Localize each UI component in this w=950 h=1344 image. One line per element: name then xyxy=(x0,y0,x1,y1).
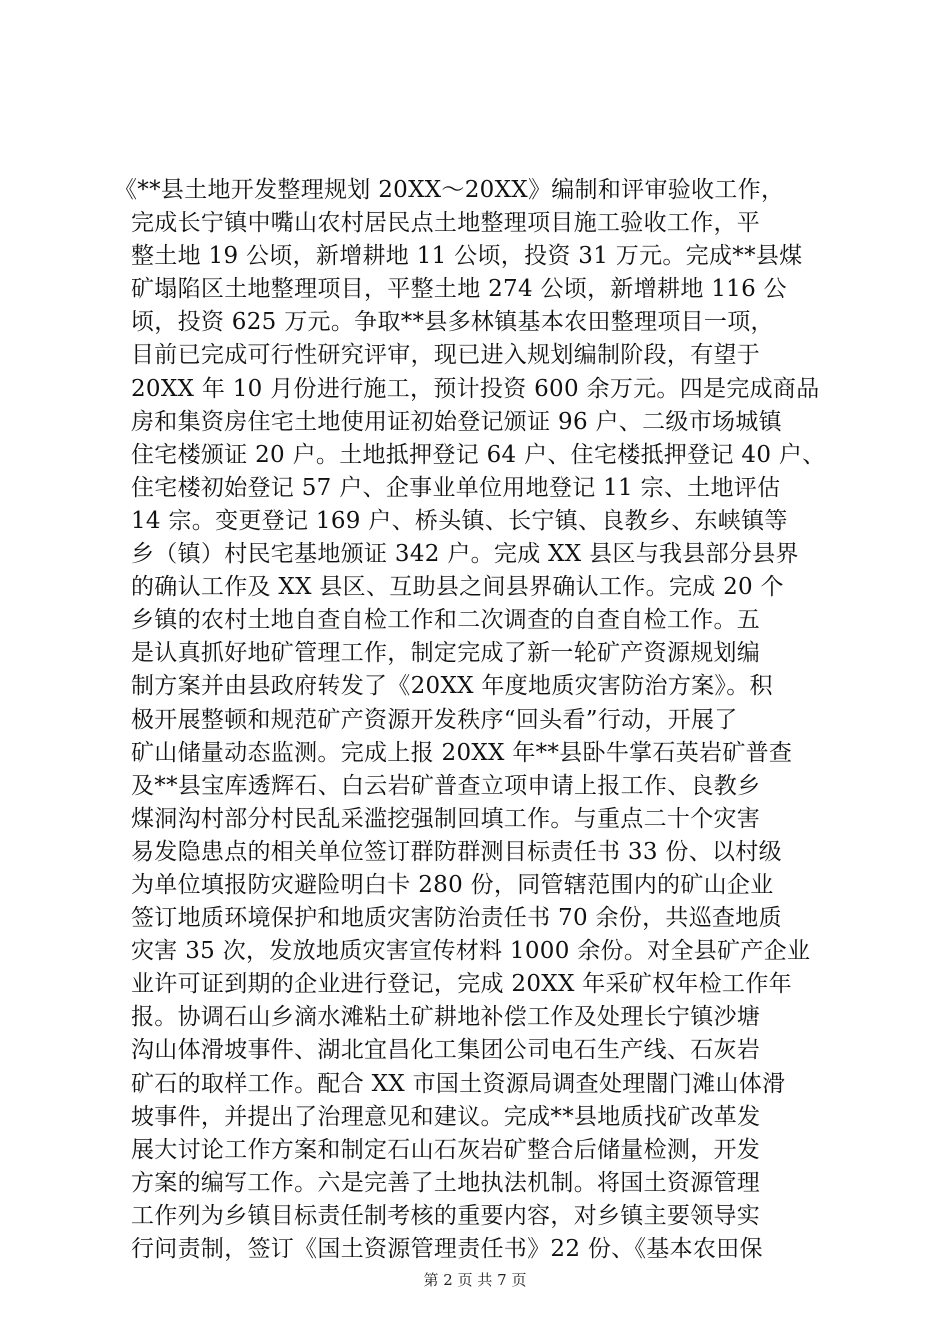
text-line: 坡事件，并提出了治理意见和建议。完成**县地质找矿改革发 xyxy=(131,1103,761,1130)
text-line: 及**县宝库透辉石、白云岩矿普查立项申请上报工作、良教乡 xyxy=(131,772,761,799)
text-line: 业许可证到期的企业进行登记，完成 20XX 年采矿权年检工作年 xyxy=(131,971,792,998)
text-line: 为单位填报防灾避险明白卡 280 份，同管辖范围内的矿山企业 xyxy=(131,871,774,898)
text-line: 20XX 年 10 月份进行施工，预计投资 600 余万元。四是完成商品 xyxy=(131,375,820,402)
text-line: 目前已完成可行性研究评审，现已进入规划编制阶段，有望于 xyxy=(131,342,761,369)
text-line: 工作列为乡镇目标责任制考核的重要内容，对乡镇主要领导实 xyxy=(131,1202,761,1229)
text-line: 行问责制，签订《国土资源管理责任书》22 份、《基本农田保 xyxy=(131,1236,763,1262)
text-line: 灾害 35 次，发放地质灾害宣传材料 1000 余份。对全县矿产企业 xyxy=(131,938,811,965)
text-line: 房和集资房住宅土地使用证初始登记颁证 96 户、二级市场城镇 xyxy=(131,408,782,435)
text-line: 制方案并由县政府转发了《20XX 年度地质灾害防治方案》。积 xyxy=(131,673,773,700)
text-line: 乡（镇）村民宅基地颁证 342 户。完成 XX 县区与我县部分县界 xyxy=(131,541,799,568)
text-line: 14 宗。变更登记 169 户、桥头镇、长宁镇、良教乡、东峡镇等 xyxy=(131,507,788,534)
text-line: 整土地 19 公顷，新增耕地 11 公顷，投资 31 万元。完成**县煤 xyxy=(131,243,803,270)
text-line: 易发隐患点的相关单位签订群防群测目标责任书 33 份、以村级 xyxy=(131,838,782,865)
text-line: 是认真抓好地矿管理工作，制定完成了新一轮矿产资源规划编 xyxy=(131,640,761,667)
text-line: 展大讨论工作方案和制定石山石灰岩矿整合后储量检测，开发 xyxy=(131,1136,761,1163)
text-line: 的确认工作及 XX 县区、互助县之间县界确认工作。完成 20 个 xyxy=(131,574,784,601)
text-line: 矿石的取样工作。配合 XX 市国土资源局调查处理闇门滩山体滑 xyxy=(131,1070,786,1097)
text-line: 煤洞沟村部分村民乱采滥挖强制回填工作。与重点二十个灾害 xyxy=(131,805,761,832)
text-line: 住宅楼颁证 20 户。土地抵押登记 64 户、住宅楼抵押登记 40 户、 xyxy=(131,441,826,468)
text-line: 矿塌陷区土地整理项目，平整土地 274 公顷，新增耕地 116 公 xyxy=(131,276,787,303)
text-line: 住宅楼初始登记 57 户、企事业单位用地登记 11 宗、土地评估 xyxy=(131,474,781,501)
text-line: 沟山体滑坡事件、湖北宜昌化工集团公司电石生产线、石灰岩 xyxy=(131,1037,761,1064)
text-line: 矿山储量动态监测。完成上报 20XX 年**县卧牛掌石英岩矿普查 xyxy=(131,739,793,766)
body-text xyxy=(114,174,831,1266)
text-line: 《**县土地开发整理规划 20XX～20XX》编制和评审验收工作， xyxy=(114,177,785,203)
text-line: 报。协调石山乡滴水滩粘土矿耕地补偿工作及处理长宁镇沙塘 xyxy=(131,1004,761,1031)
text-line: 完成长宁镇中嘴山农村居民点土地整理项目施工验收工作，平 xyxy=(131,210,761,237)
text-line: 签订地质环境保护和地质灾害防治责任书 70 余份，共巡查地质 xyxy=(131,905,782,932)
text-line: 顷，投资 625 万元。争取**县多林镇基本农田整理项目一项， xyxy=(131,309,774,336)
text-line: 乡镇的农村土地自查自检工作和二次调查的自查自检工作。五 xyxy=(131,607,761,634)
page-number-footer: 第 2 页 共 7 页 xyxy=(423,1271,527,1289)
text-line: 极开展整顿和规范矿产资源开发秩序“回头看”行动，开展了 xyxy=(131,706,738,733)
text-line: 方案的编写工作。六是完善了土地执法机制。将国土资源管理 xyxy=(131,1169,761,1196)
